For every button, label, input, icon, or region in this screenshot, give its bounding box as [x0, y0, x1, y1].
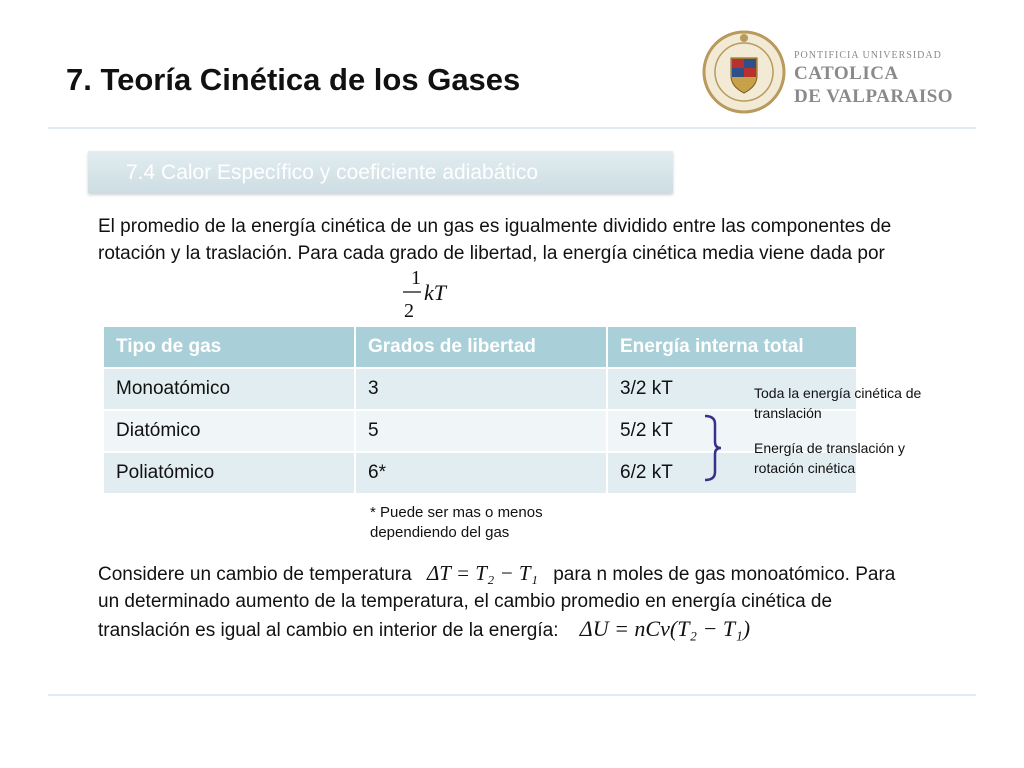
- formula-denominator: 2: [404, 300, 414, 322]
- table-cell: Monoatómico: [104, 368, 355, 410]
- section-heading-bar: [88, 151, 673, 193]
- table-cell: 5/2 kT: [607, 410, 856, 452]
- conclusion-paragraph: [98, 560, 898, 644]
- rotation-note: Energía de translación y rotación cinética: [754, 440, 905, 476]
- table-row: [104, 410, 856, 452]
- formula-kt: kT: [424, 280, 446, 305]
- conclusion-text-after: para n moles de gas monoatómico. Para un determinado aumento de la temperatura, el cambio promedio en energía cinética de translación es igual al cambio en interior de la energía:: [98, 564, 896, 641]
- top-divider: [48, 127, 976, 129]
- table-cell: 3: [355, 368, 607, 410]
- intro-text: El promedio de la energía cinética de un gas es igualmente dividido entre las componentes de rotación y la traslación. Para cada grado de libertad, la energía cinética media viene dada por: [98, 216, 892, 264]
- delta-u-formula: ΔU = nCv(T₂ − T₁): [579, 616, 751, 641]
- conclusion-text-before: Considere un cambio de temperatura: [98, 564, 412, 585]
- intro-paragraph: [98, 213, 898, 267]
- table-row: [104, 368, 856, 410]
- column-header-gas-type: Tipo de gas: [104, 327, 355, 368]
- gas-table: [104, 327, 856, 493]
- table-cell: 3/2 kT: [607, 368, 856, 410]
- curly-brace-icon: [703, 414, 723, 482]
- logo-line-2: CATOLICA: [794, 63, 899, 84]
- footnote: * Puede ser mas o menos dependiendo del gas: [370, 504, 543, 541]
- formula-numerator: 1: [411, 267, 421, 289]
- column-header-total-energy: Energía interna total: [607, 327, 856, 368]
- table-cell: 6*: [355, 452, 607, 493]
- table-cell: Poliatómico: [104, 452, 355, 493]
- university-seal-icon: [702, 28, 786, 114]
- half-kt-formula: [400, 265, 460, 325]
- table-cell: 6/2 kT: [607, 452, 856, 493]
- table-row: [104, 452, 856, 493]
- table-header-row: [104, 327, 856, 368]
- logo-line-3: DE VALPARAISO: [794, 86, 954, 107]
- column-header-degrees: Grados de libertad: [355, 327, 607, 368]
- bottom-divider: [48, 694, 976, 696]
- translation-note: Toda la energía cinética de translación: [754, 385, 922, 421]
- page-title: 7. Teoría Cinética de los Gases: [66, 62, 521, 97]
- university-logo: [702, 28, 992, 118]
- table-cell: Diatómico: [104, 410, 355, 452]
- section-heading: 7.4 Calor Específico y coeficiente adiabático: [126, 161, 539, 184]
- logo-line-1: PONTIFICIA UNIVERSIDAD: [794, 50, 942, 61]
- delta-t-formula: ΔT = T₂ − T₁: [426, 561, 538, 585]
- table-cell: 5: [355, 410, 607, 452]
